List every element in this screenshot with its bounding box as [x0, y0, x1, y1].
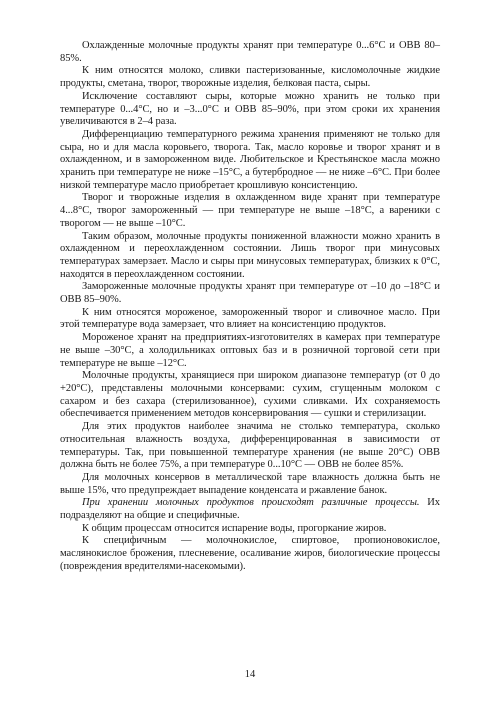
- paragraph-ice-cream-storage: Мороженое хранят на предприятиях-изготовителях в камерах при температуре не выше –30°С, а холодильниках оптовых баз и в розничной торговой сети при температуре не выше –12°С.: [60, 332, 440, 369]
- paragraph-humidity-importance: Для этих продуктов наиболее значима не столько температура, сколько относительная влажность воздуха, дифференцированная в зависимости от температуры. Так, при повышенной температуре хранения (не выше 20°С) ОВВ должна быть не более 75%, а при температуре 0...10°С — ОВВ не более 85%.: [60, 421, 440, 471]
- paragraph-frozen-storage: Замороженные молочные продукты хранят при температуре от –10 до –18°С и ОВВ 85–90%.: [60, 281, 440, 306]
- paragraph-chilled-products-list: К ним относятся молоко, сливки пастеризованные, кисломолочные жидкие продукты, сметана, творог, творожные изделия, белковая паста, сыры.: [60, 65, 440, 90]
- paragraph-curd-storage: Творог и творожные изделия в охлажденном виде хранят при температуре 4...8°С, творог замороженный — при температуре не выше –18°С, а вареники с творогом — не выше –10°С.: [60, 192, 440, 229]
- paragraph-chilled-storage: Охлажденные молочные продукты хранят при температуре 0...6°С и ОВВ 80–85%.: [60, 40, 440, 64]
- paragraph-low-moisture-products: Таким образом, молочные продукты пониженной влажности можно хранить в охлажденном и переохлажденном состоянии. Лишь творог при минусовых температурах замерзает. Масло и сыры при минусовых температурах, близких к 0°С, находятся в переохлажденном состоянии.: [60, 230, 440, 280]
- body-text: [60, 40, 440, 574]
- paragraph-canned-milk: Молочные продукты, хранящиеся при широком диапазоне температур (от 0 до +20°С), представлены молочными консервами: сухим, сгущенным молоком с сахаром и без сахара (стерилизованное), сухими сливками. Их сохраняемость обеспечивается применением методов консервирования — сушки и стерилизации.: [60, 370, 440, 420]
- paragraph-metal-cans: Для молочных консервов в металлической таре влажность должна быть не выше 15%, что предупреждает выпадение конденсата и ржавление банок.: [60, 471, 440, 496]
- paragraph-storage-processes: [60, 497, 440, 522]
- paragraph-temperature-differentiation: Дифференциацию температурного режима хранения применяют не только для сыра, но и для масла коровьего, творога. Так, масло коровье и творог хранят и в охлажденном, и в замороженном виде. Любительское и Крестьянское масла можно хранить при температуре не ниже –15°С, а бутербродное — не ниже –6°С. При более низкой температуре масло приобретает крошливую консистенцию.: [60, 128, 440, 191]
- paragraph-general-processes: К общим процессам относится испарение воды, прогоркание жиров.: [82, 522, 387, 534]
- processes-rest-text: Их подразделяют на общие и специфичные.: [60, 497, 440, 522]
- paragraph-frozen-products-list: К ним относятся мороженое, замороженный творог и сливочное масло. При этой температуре вода замерзает, что влияет на консистенцию продуктов.: [60, 306, 440, 331]
- paragraph-specific-processes: К специфичным — молочнокислое, спиртовое, пропионовокислое, маслянокислое брожения, плесневение, осаливание жиров, биологические процессы (повреждения вредителями-насекомыми).: [60, 535, 440, 572]
- page-number: 14: [244, 669, 256, 680]
- paragraph-cheese-exception: Исключение составляют сыры, которые можно хранить не только при температуре 0...4°С, но и –3...0°С и ОВВ 85–90%, при этом сроки их хранения увеличиваются в 2–4 раза.: [60, 90, 440, 128]
- italic-lead-text: При хранении молочных продуктов происходят различные процессы.: [82, 497, 420, 509]
